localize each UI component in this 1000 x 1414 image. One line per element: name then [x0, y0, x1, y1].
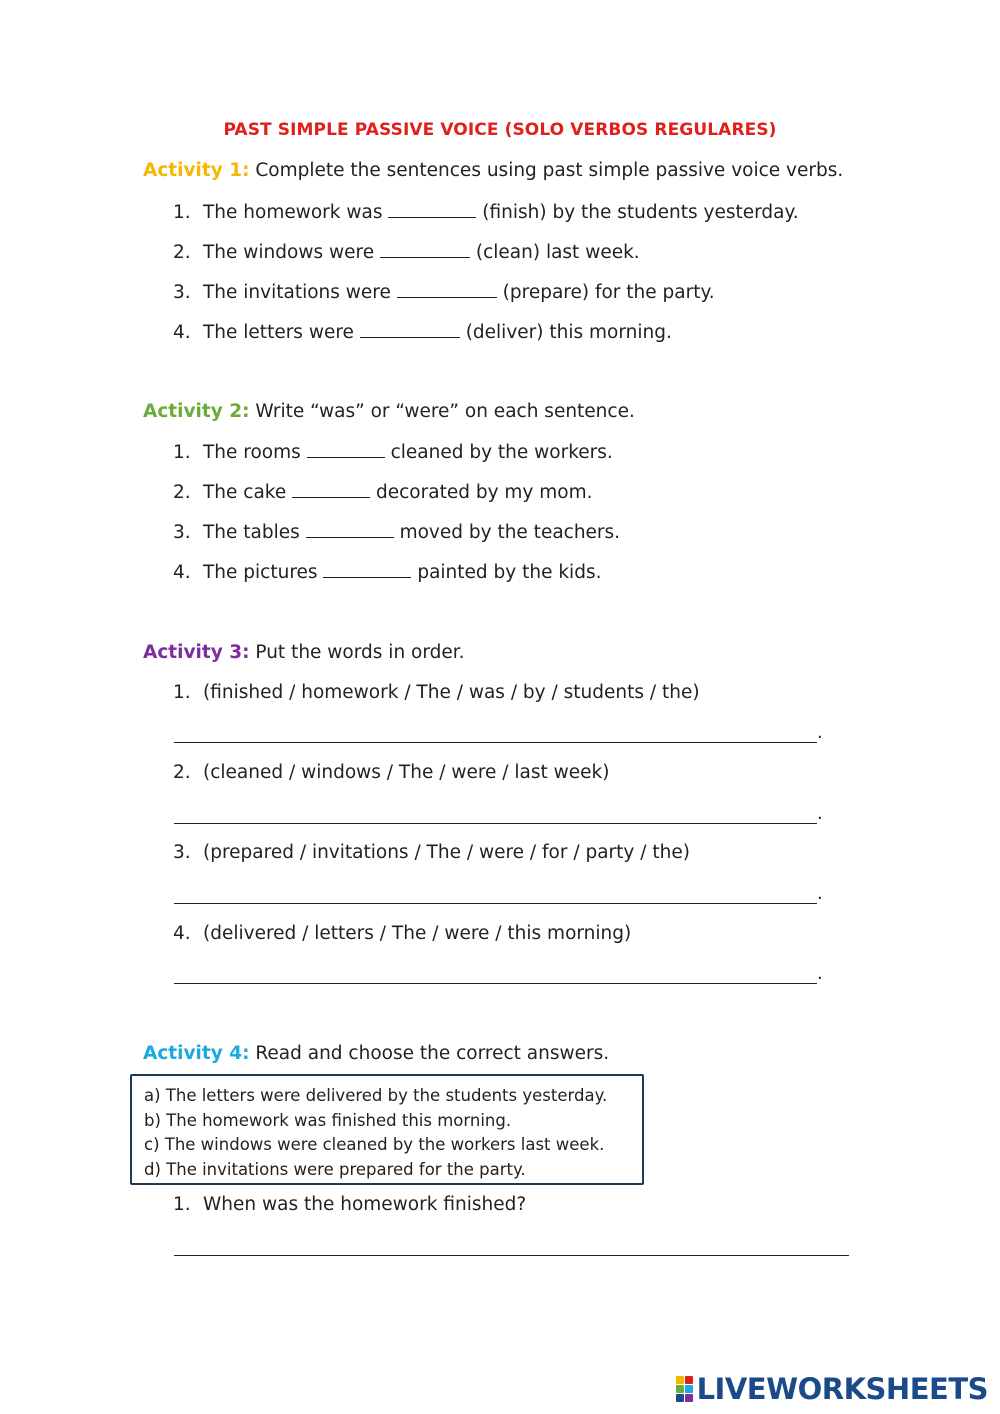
- answer-line[interactable]: [174, 803, 817, 824]
- option-a: a) The letters were delivered by the students yesterday.: [144, 1086, 608, 1105]
- activity-3-heading: [143, 642, 465, 663]
- logo-text: LIVEWORKSHEETS: [696, 1372, 988, 1406]
- answer-blank[interactable]: [307, 441, 385, 458]
- answer-blank[interactable]: [360, 321, 460, 338]
- worksheet-title: PAST SIMPLE PASSIVE VOICE (SOLO VERBOS REGULARES): [223, 120, 777, 140]
- answer-blank[interactable]: [397, 281, 497, 298]
- activity-3-label: Activity 3:: [143, 642, 250, 663]
- answer-blank[interactable]: [380, 241, 470, 258]
- answer-options-box: [130, 1074, 644, 1185]
- answer-line[interactable]: [174, 963, 817, 984]
- answer-blank[interactable]: [306, 521, 394, 538]
- activity-1-instruction: Complete the sentences using past simple passive voice verbs.: [255, 160, 844, 181]
- activity-2-instruction: Write “was” or “were” on each sentence.: [255, 401, 635, 422]
- activity-2-label: Activity 2:: [143, 401, 250, 422]
- list-item: 1. (finished / homework / The / was / by / students / the): [173, 682, 700, 703]
- option-b: b) The homework was finished this morning.: [144, 1110, 512, 1130]
- logo-mark-icon: [676, 1376, 693, 1402]
- answer-blank[interactable]: [323, 561, 411, 578]
- activity-4-label: Activity 4:: [143, 1043, 250, 1064]
- option-d: d) The invitations were prepared for the party.: [144, 1159, 526, 1179]
- activity-3-instruction: Put the words in order.: [255, 642, 465, 663]
- activity-4-heading: [143, 1043, 609, 1064]
- activity-1-heading: [143, 160, 843, 181]
- question-item: 1. When was the homework finished?: [173, 1194, 527, 1215]
- liveworksheets-logo: [676, 1372, 988, 1406]
- answer-blank[interactable]: [388, 201, 476, 218]
- list-item: 1. The homework was (finish) by the students yesterday.: [173, 202, 799, 223]
- answer-blank[interactable]: [292, 481, 370, 498]
- list-item: 4. The letters were (deliver) this morning.: [173, 322, 672, 343]
- activity-4-instruction: Read and choose the correct answers.: [255, 1043, 610, 1064]
- list-item: 3. The tables moved by the teachers.: [173, 522, 621, 543]
- list-item: 2. (cleaned / windows / The / were / last week): [173, 762, 610, 783]
- list-item: 2. The cake decorated by my mom.: [173, 482, 593, 503]
- list-item: 4. (delivered / letters / The / were / this morning): [173, 923, 632, 944]
- list-item: 1. The rooms cleaned by the workers.: [173, 442, 613, 463]
- list-item: 2. The windows were (clean) last week.: [173, 242, 640, 263]
- answer-line[interactable]: [174, 883, 817, 904]
- list-item: 3. (prepared / invitations / The / were / for / party / the): [173, 842, 690, 863]
- list-item: 4. The pictures painted by the kids.: [173, 562, 602, 583]
- list-item: 3. The invitations were (prepare) for the party.: [173, 282, 715, 303]
- option-c: c) The windows were cleaned by the workers last week.: [144, 1135, 605, 1154]
- activity-2-heading: [143, 401, 635, 422]
- answer-line[interactable]: [174, 1235, 849, 1256]
- answer-line[interactable]: [174, 722, 817, 743]
- activity-1-label: Activity 1:: [143, 160, 250, 181]
